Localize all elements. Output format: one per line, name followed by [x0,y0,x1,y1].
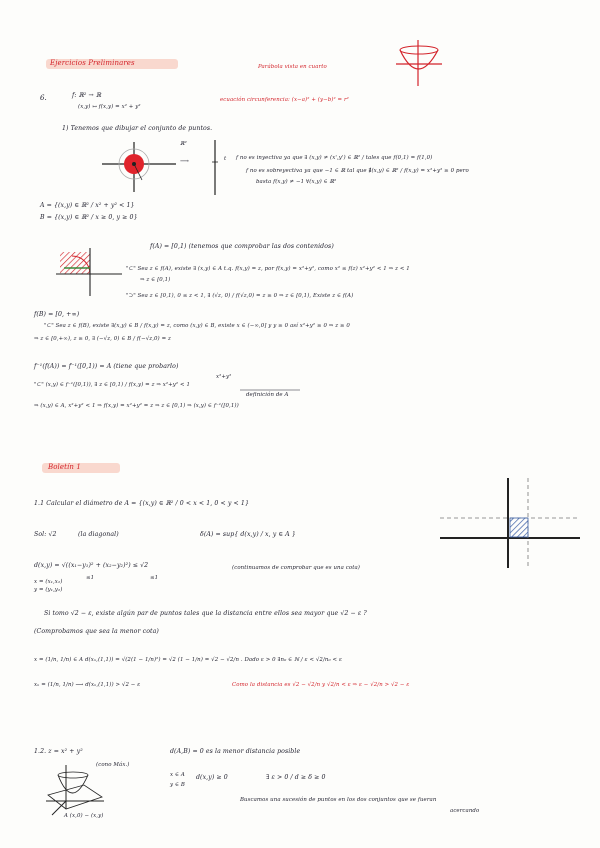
injective-note: f no es inyectiva ya que ∃ (x,y) ≠ (x',y') ∈ ℝ² / tales que f(0,1) = f(1,0) [236,155,433,161]
parabola-sketch-icon [390,38,450,88]
boletin-title: Boletín 1 [48,463,81,471]
bound-note: (continuamos de comprobar que es una cota) [232,565,360,571]
ex6-item1: 1) Tenemos que dibujar el conjunto de puntos. [62,125,213,132]
inverse-subset-2: ⇒ (x,y) ∈ A, x²+y² < 1 ⇒ f(x,y) = x²+y² = z ⇒ z ∈ [0,1) ⇒ (x,y) ∈ f⁻¹([0,1)) [34,403,239,409]
dist-bound-1: ≤1 [86,575,95,581]
x-in-a: x ∈ A [170,772,185,778]
unit-square-diagram [440,478,580,568]
fb-subset-1: "⊂" Sea z ∈ f(B), existe ∃(x,y) ∈ B / f(x,y) = z, como (x,y) ∈ B, existe x ∈ (−∞,0] y y ≥ 0 así x²+y² ≥ 0 ⇒ z ≥ 0 [44,323,350,329]
fa-subset-2: "⊃" Sea z ∈ [0,1), 0 ≤ z < 1, ∃ (√z, 0) / f(√z,0) = z ≥ 0 ⇒ z ∈ [0,1), Existe z ∈ f(A) [126,293,354,299]
disk-diagram [100,140,180,195]
diameter-definition: δ(A) = sup{ d(x,y) / x, y ∈ A } [200,531,296,538]
real-axis [210,140,220,195]
distance-formula: d(x,y) = √((x₁−y₁)² + (x₂−y₂)²) ≤ √2 [34,562,149,569]
superscript-note: x²+y² [216,374,232,380]
question-1-1: 1.1 Calcular el diámetro de A = {(x,y) ∈ ℝ² / 0 < x < 1, 0 < y < 1} [34,500,249,507]
sequence-line-2: xₙ = (1/n, 1/n) ⟶ d(xₙ,(1,1)) > √2 − ε [34,682,141,688]
y-point: y = (y₁,y₂) [34,587,63,593]
y-in-b: y ∈ B [170,782,185,788]
fb-statement: f(B) = [0, +∞) [34,311,80,318]
dist-bound-2: ≤1 [150,575,159,581]
surjective-note-2: basta f(x,y) ≠ −1 ∀(x,y) ∈ ℝ² [256,179,337,185]
fb-subset-2: ⇒ z ∈ [0,+∞), z ≥ 0, ∃ (−√z, 0) ∈ B / f(−√z,0) = z [34,336,171,342]
set-a: A = {(x,y) ∈ ℝ² / x² + y² < 1} [40,202,135,209]
approaching: acercando [450,808,480,814]
surjective-note: f no es sobreyectiva ya que −1 ∈ ℝ tal que ∄(x,y) ∈ ℝ² / f(x,y) = x²+y² ≥ 0 pero [246,168,469,174]
page-title: Ejercicios Preliminares [50,59,135,67]
solution: Sol: √2 [34,531,57,538]
distance-ab: d(A,B) = 0 es la menor distancia posible [170,748,301,755]
surface-sketch [44,765,124,817]
header-note: Parábola vista en cuarto [258,64,327,70]
arrow-label: ⟶ [180,158,189,165]
t-label: t [224,156,227,162]
search-sequence: Buscamos una sucesión de puntos en los dos conjuntos que se fueran [240,797,437,803]
question-2: Si tomo √2 − ε, existe algún par de puntos tales que la distancia entre ellos sea mayor que √2 − ε ? [44,610,367,617]
inverse-statement: f⁻¹(f(A)) = f⁻¹([0,1)) = A (tiene que probarlo) [34,363,179,370]
fa-statement: f(A) = [0,1) (tenemos que comprobar las dos contenidos) [150,243,334,250]
ex6-mapping: (x,y) ↦ f(x,y) = x² + y² [78,104,141,110]
quadrant-diagram [56,248,122,296]
exercise-number: 6. [40,94,47,102]
exists-epsilon: ∃ ε > 0 / d ≥ δ ≥ 0 [266,774,326,781]
sketch-bottom-label: A (x,0) − (x,y) [64,813,104,819]
set-b: B = {(x,y) ∈ ℝ² / x ≥ 0, y ≥ 0} [40,214,138,221]
question-2b: (Comprobamos que sea la menor cota) [34,628,159,635]
distance-nonnegative: d(x,y) ≥ 0 [196,774,228,781]
diagonal-note: (la diagonal) [78,531,119,538]
definition-note: definición de A [246,392,289,398]
r2-label: ℝ² [180,141,187,147]
underline-mark [240,389,300,392]
inverse-subset-1: "⊂" (x,y) ∈ f⁻¹([0,1)), ∃ z ∈ [0,1) / f(x,y) = z ⇒ x²+y² < 1 [34,382,190,388]
circle-equation-note: ecuación circunferencia: (x−a)² + (y−b)² = r² [220,97,349,103]
distance-conclusion: Como la distancia es √2 − √2/n y √2/n < ε ⇒ ε − √2/n > √2 − ε [232,682,410,688]
cone-note: (cono Máx.) [96,762,130,768]
sequence-line: x = (1/n, 1/n) ∈ A d(xₙ,(1,1)) = √(2(1 − 1/n)²) = √2 (1 − 1/n) = √2 − √2/n . Dado ε > 0 ∃n₀ ∈ ℕ / ε < √2/n₀ < ε [34,657,342,663]
ex6-function: f: ℝ² → ℝ [72,92,102,99]
question-1-2: 1.2. z = x² + y² [34,748,83,755]
fa-subset-1: "⊂" Sea z ∈ f(A), existe ∃ (x,y) ∈ A t.q. f(x,y) = z, por f(x,y) = x²+y², como x² ≤ f(z) x²+y² < 1 ⇒ z < 1 [126,266,410,272]
fa-subset-1b: ⇒ z ∈ [0,1) [140,277,171,283]
x-point: x = (x₁,x₂) [34,579,63,585]
